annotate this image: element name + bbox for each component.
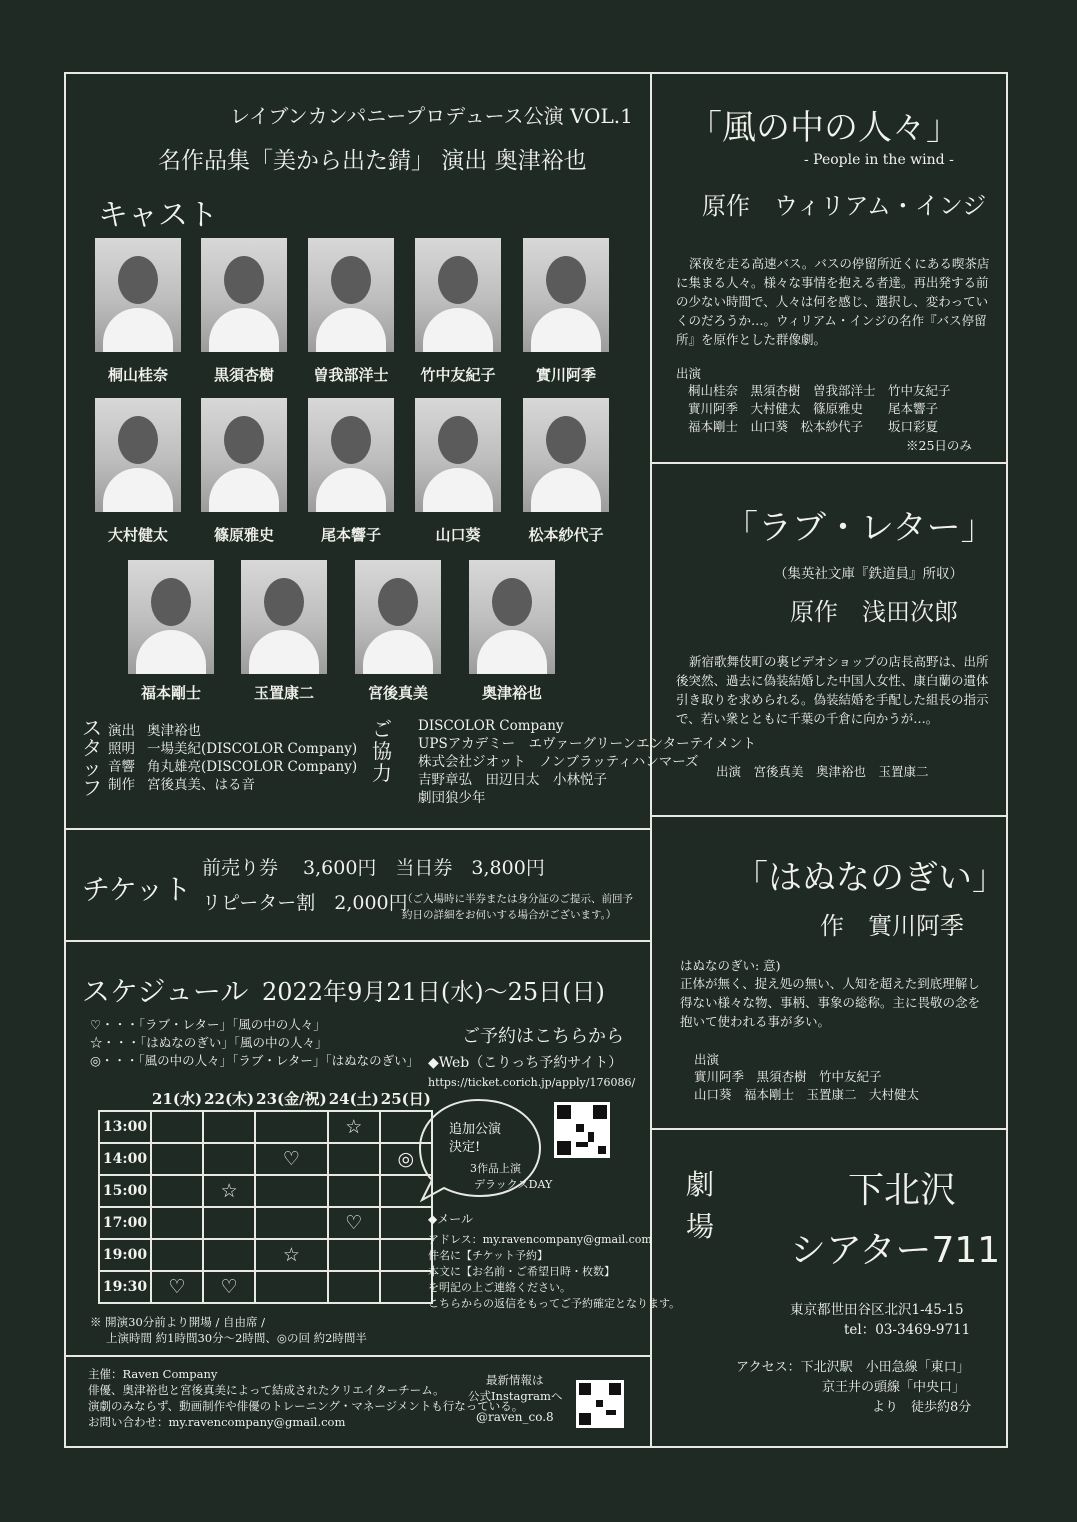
cast-line: 山口葵 福本剛士 玉置康二 大村健太 [694, 1087, 920, 1102]
performance-cell [203, 1239, 255, 1271]
performance-cell [151, 1175, 203, 1207]
performance-cell [380, 1239, 432, 1271]
cast-name: 篠原雅史 [213, 526, 274, 544]
staff-name: 奥津裕也 [147, 723, 201, 739]
bubble-text: 追加公演 [449, 1122, 502, 1137]
cast-line: 福本剛士 山口葵 松本紗代子 坂口彩夏 [688, 419, 939, 434]
staff-row [108, 776, 357, 794]
program-title: 名作品集「美から出た錆」 演出 奥津裕也 [158, 148, 587, 174]
reservation-heading: ご予約はこちらから [462, 1026, 624, 1047]
schedule-note: 上演時間 約1時間30分〜2時間、◎の回 約2時間半 [106, 1331, 367, 1345]
cast-name: 黒須杏樹 [213, 366, 274, 384]
time-cell: 17:00 [99, 1207, 151, 1239]
cast-photo [201, 398, 287, 512]
play1-synopsis: 深夜を走る高速バス。バスの停留所近くにある喫茶店に集まる人々。様々な事情を抱える者達。再出発する前の少ない時間で、人々は何を感じ、選択し、変わっていくのだろうか…。ウィリアム・インジの名作『バス停留所』を原作とした群像劇。 [676, 256, 990, 347]
performance-cell: ☆ [255, 1239, 328, 1271]
play3-title: 「はぬなのぎい」 [734, 858, 1006, 898]
table-row [99, 1271, 432, 1303]
ticket-repeater-price: リピーター割 2,000円 [202, 892, 408, 914]
cast-name: 曽我部洋士 [313, 366, 389, 384]
mail-line: 本文に【お名前・ご希望日時・枚数】 [428, 1265, 615, 1278]
cast-photo [469, 560, 555, 674]
table-row [99, 1207, 432, 1239]
theater-tel: tel：03-3469-9711 [844, 1322, 971, 1338]
cast-photo [308, 238, 394, 352]
organizer-info [88, 1366, 523, 1430]
play1-cast [688, 382, 951, 436]
cast-photo [128, 560, 214, 674]
cast-line: 實川阿季 大村健太 篠原雅史 尾本響子 [688, 401, 939, 416]
performance-cell [255, 1271, 328, 1303]
play1-cast-label: 出演 [676, 366, 702, 381]
mail-line: を明記の上ご連絡ください。 [428, 1281, 571, 1294]
staff-heading: ス タ ッ フ [82, 716, 102, 800]
bubble-text: デラックスDAY [474, 1178, 553, 1191]
cast-name: 松本紗代子 [528, 526, 604, 544]
footer-line: お問い合わせ：my.ravencompany@gmail.com [88, 1415, 346, 1429]
cast-name: 山口葵 [435, 526, 481, 544]
staff-row [108, 722, 357, 740]
theater-label: 劇 場 [686, 1168, 715, 1243]
staff-role: 照明 [108, 741, 135, 757]
cast-photo [308, 398, 394, 512]
web-label: ◆Web（こりっち予約サイト） [428, 1055, 623, 1071]
time-cell: 14:00 [99, 1143, 151, 1175]
cast-name: 福本剛士 [140, 684, 201, 702]
schedule-table [98, 1086, 433, 1304]
play3-definition: 正体が無く、捉え処の無い、人知を超えた到底理解し得ない様々な物、事柄、事象の総称。主に畏敬の念を抱いて使われる事が多い。 [680, 976, 981, 1029]
cast-photo [241, 560, 327, 674]
staff-role: 制作 [108, 777, 135, 793]
mail-label: ◆メール [428, 1212, 473, 1226]
staff-name: 宮後真美、はる音 [147, 777, 255, 793]
performance-cell: ♡ [151, 1271, 203, 1303]
cooperation-list [418, 717, 756, 807]
day-header: 23(金/祝) [256, 1089, 327, 1108]
day-header: 21(水) [152, 1089, 203, 1108]
footer-line: 主催：Raven Company [88, 1367, 218, 1381]
staff-role: 音響 [108, 759, 135, 775]
footer-line: 俳優、奥津裕也と宮後真美によって結成されたクリエイターチーム。 [88, 1383, 445, 1397]
play1-subtitle: - People in the wind - [804, 152, 954, 168]
instagram-handle[interactable]: @raven_co.8 [476, 1410, 554, 1424]
staff-role: 演出 [108, 723, 135, 739]
divider [650, 1128, 1008, 1130]
bubble-text: 3作品上演 [470, 1162, 521, 1175]
cast-name: 尾本響子 [320, 526, 381, 544]
cast-photo [95, 238, 181, 352]
theater-name: 下北沢 [848, 1170, 957, 1211]
staff-name: 一場美紀(DISCOLOR Company) [147, 741, 358, 757]
cast-name: 奥津裕也 [481, 684, 542, 702]
theater-access: より 徒歩約8分 [872, 1400, 972, 1415]
day-header: 22(木) [204, 1089, 255, 1108]
cast-photo [415, 238, 501, 352]
performance-cell [255, 1207, 328, 1239]
performance-cell [151, 1143, 203, 1175]
schedule-heading: スケジュール [82, 975, 249, 1008]
performance-cell [328, 1143, 380, 1175]
cast-photo [415, 398, 501, 512]
cast-photo [201, 238, 287, 352]
performance-cell: ♡ [203, 1271, 255, 1303]
cast-line: 實川阿季 黒須杏樹 竹中友紀子 [694, 1069, 882, 1084]
performance-cell: ♡ [255, 1143, 328, 1175]
performance-cell [203, 1111, 255, 1143]
divider [64, 828, 652, 830]
cooperation-line: 吉野章弘 田辺日太 小林悦子 [418, 772, 607, 788]
performance-cell [151, 1111, 203, 1143]
divider [64, 940, 652, 942]
production-title: レイブンカンパニープロデュース公演 VOL.1 [230, 104, 633, 128]
performance-cell [151, 1207, 203, 1239]
performance-cell [255, 1175, 328, 1207]
play1-cast-note: ※25日のみ [906, 438, 972, 453]
instagram-qr-code[interactable] [576, 1380, 624, 1428]
staff-list [108, 722, 357, 794]
performance-cell: ◎ [380, 1143, 432, 1175]
performance-cell [380, 1271, 432, 1303]
bubble-text: 決定! [449, 1140, 481, 1155]
cast-photo [95, 398, 181, 512]
time-cell: 19:30 [99, 1271, 151, 1303]
cast-photo [355, 560, 441, 674]
performance-cell [328, 1271, 380, 1303]
schedule-legend [90, 1016, 419, 1070]
divider [650, 462, 1008, 464]
cast-photo [523, 238, 609, 352]
mail-instructions [428, 1232, 680, 1312]
theater-access: アクセス：下北沢駅 小田急線「東口」 [736, 1360, 970, 1375]
performance-cell [255, 1111, 328, 1143]
divider [64, 1355, 652, 1357]
mail-line: 件名に【チケット予約】 [428, 1249, 549, 1262]
time-cell: 15:00 [99, 1175, 151, 1207]
staff-row [108, 740, 357, 758]
performance-cell: ☆ [203, 1175, 255, 1207]
performance-cell [328, 1175, 380, 1207]
cast-line: 桐山桂奈 黒須杏樹 曽我部洋士 竹中友紀子 [688, 383, 951, 398]
reservation-link[interactable]: https://ticket.corich.jp/apply/176086/ [428, 1076, 636, 1089]
day-header: 24(土) [328, 1089, 379, 1108]
cooperation-heading: ご 協 力 [372, 717, 392, 785]
mail-line: こちらからの返信をもってご予約確定となります。 [428, 1297, 681, 1310]
time-cell: 13:00 [99, 1111, 151, 1143]
performance-cell [203, 1143, 255, 1175]
cast-name: 玉置康二 [253, 684, 314, 702]
ticket-heading: チケット [82, 873, 192, 906]
legend-line: ◎・・・「風の中の人々」「ラブ・レター」「はぬなのぎい」 [90, 1053, 420, 1068]
performance-cell [328, 1239, 380, 1271]
staff-name: 角丸雄亮(DISCOLOR Company) [147, 759, 358, 775]
play3-cast-label: 出演 [694, 1052, 720, 1067]
qr-code[interactable] [554, 1102, 610, 1158]
staff-row [108, 758, 357, 776]
performance-cell: ☆ [328, 1111, 380, 1143]
cast-name: 竹中友紀子 [420, 366, 496, 384]
table-row [99, 1239, 432, 1271]
play3-cast [694, 1068, 919, 1104]
table-row [99, 1111, 432, 1143]
cooperation-line: 株式会社ジオット ノンブラッティハンマーズ [418, 754, 699, 770]
play1-author: 原作 ウィリアム・インジ [702, 192, 987, 220]
time-cell: 19:00 [99, 1239, 151, 1271]
cast-heading: キャスト [98, 198, 218, 233]
table-row [99, 1143, 432, 1175]
play2-title: 「ラブ・レター」 [724, 508, 995, 548]
play3-definition-title: はぬなのぎい: 意) [680, 958, 781, 973]
legend-line: ♡・・・「ラブ・レター」「風の中の人々」 [90, 1017, 326, 1032]
performance-cell [151, 1239, 203, 1271]
performance-cell [203, 1207, 255, 1239]
instagram-text: 最新情報は [486, 1373, 544, 1387]
divider [650, 815, 1008, 817]
theater-name: シアター711 [790, 1230, 1001, 1271]
legend-line: ☆・・・「はぬなのぎい」「風の中の人々」 [90, 1035, 328, 1050]
cooperation-line: UPSアカデミー エヴァーグリーンエンターテイメント [418, 736, 757, 752]
cast-photo [523, 398, 609, 512]
play2-subtitle: （集英社文庫『鉄道員』所収） [774, 566, 963, 582]
ticket-advance-price: 前売り券 3,600円 当日券 3,800円 [202, 857, 545, 879]
cooperation-line: DISCOLOR Company [418, 718, 564, 734]
schedule-dates: 2022年9月21日(水)〜25日(日) [262, 978, 605, 1006]
theater-address: 東京都世田谷区北沢1-45-15 [790, 1302, 964, 1318]
cast-name: 宮後真美 [367, 684, 428, 702]
ticket-note: （ご入場時に半券または身分証のご提示、前回予約日の詳細をお伺いする場合がございます。） [402, 893, 633, 921]
performance-cell: ♡ [328, 1207, 380, 1239]
performance-cell [380, 1207, 432, 1239]
day-header: 25(日) [380, 1089, 431, 1108]
table-row [99, 1175, 432, 1207]
play1-title: 「風の中の人々」 [688, 108, 960, 148]
table-corner [99, 1086, 151, 1111]
play2-synopsis: 新宿歌舞伎町の裏ビデオショップの店長高野は、出所後突然、過去に偽装結婚した中国人女性、康白蘭の遺体引き取りを求められる。偽装結婚を手配した組長の指示で、若い衆とともに千葉の千倉に向かうが…。 [676, 654, 989, 726]
schedule-note: ※ 開演30分前より開場 / 自由席 / [90, 1315, 266, 1329]
play2-author: 原作 浅田次郎 [790, 598, 958, 626]
mail-line: アドレス：my.ravencompany@gmail.com [428, 1233, 652, 1246]
instagram-text: 公式Instagramへ [468, 1389, 563, 1403]
footer-line: 演劇のみならず、動画制作や俳優のトレーニング・マネージメントも行なっている。 [88, 1399, 524, 1413]
theater-access: 京王井の頭線「中央口」 [822, 1380, 966, 1395]
cast-name: 實川阿季 [535, 366, 596, 384]
cast-name: 大村健太 [107, 526, 168, 544]
cooperation-line: 劇団狼少年 [418, 790, 486, 806]
play2-cast: 出演 宮後真美 奥津裕也 玉置康二 [716, 764, 929, 779]
cast-name: 桐山桂奈 [107, 366, 168, 384]
play3-author: 作 實川阿季 [820, 912, 964, 940]
